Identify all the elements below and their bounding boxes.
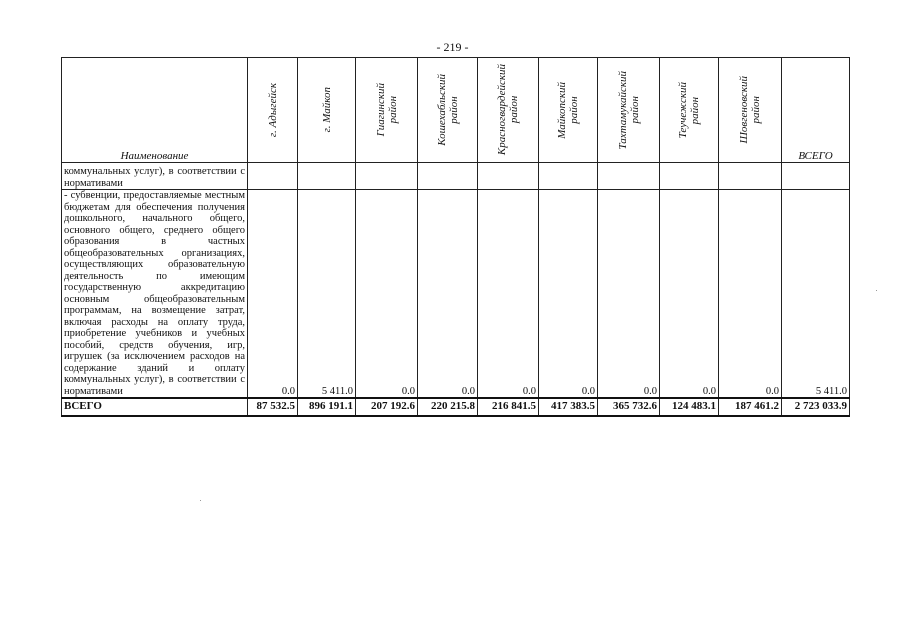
column-header-krasnogvardeysky — [478, 58, 539, 163]
name-column-header: Наименование — [62, 58, 248, 163]
scan-speck — [200, 500, 201, 501]
total-cell: 896 191.1 — [298, 398, 356, 416]
table-cell: 0.0 — [418, 190, 478, 399]
column-header-maykopsky — [539, 58, 598, 163]
table-cell — [598, 163, 660, 190]
grand-total-cell: 2 723 033.9 — [782, 398, 850, 416]
table-cell — [539, 163, 598, 190]
column-header-koshekhablsky — [418, 58, 478, 163]
column-header-label: г. Майкоп — [320, 87, 333, 133]
total-cell: 207 192.6 — [356, 398, 418, 416]
column-header-teuchezhsky — [660, 58, 719, 163]
total-column-header: ВСЕГО — [782, 58, 850, 163]
column-header-label: Красногвардейский район — [496, 64, 520, 156]
column-header-label: Кошехабльский район — [435, 74, 460, 146]
table-cell — [356, 163, 418, 190]
table-cell-total: 5 411.0 — [782, 190, 850, 399]
total-cell: 220 215.8 — [418, 398, 478, 416]
page-number: - 219 - — [436, 40, 469, 54]
column-header-giaginsky — [356, 58, 418, 163]
total-cell: 365 732.6 — [598, 398, 660, 416]
table-cell: 5 411.0 — [298, 190, 356, 399]
column-header-label: Теучежский район — [677, 81, 701, 139]
column-header-label: г. Адыгейск — [266, 82, 279, 138]
table-cell — [660, 163, 719, 190]
table-cell — [248, 163, 298, 190]
table-cell: 0.0 — [539, 190, 598, 399]
table-row — [62, 190, 850, 399]
total-cell: 216 841.5 — [478, 398, 539, 416]
total-cell: 187 461.2 — [719, 398, 782, 416]
row-name: - субвенции, предоставляемые местным бюджетам для обеспечения получения дошкольного, начального общего, основного общего, среднего общего образования в частных общеобразовательных организациях, осуществляющих образовательную деятельность по имеющим государственную аккредитацию основным общеобразовательным программам, на возмещение затрат, включая расходы на оплату труда, приобретение учебников и учебных пособий, средств обучения, игр, игрушек (за исключением расходов на содержание зданий и оплату коммунальных услуг), в соответствии с нормативами — [62, 190, 248, 399]
table-cell — [298, 163, 356, 190]
column-header-label: Шовгеновский район — [738, 76, 762, 144]
column-header-label: Гиагинский район — [374, 83, 399, 137]
column-header-adygeysk — [248, 58, 298, 163]
column-header-label: Тахтамукайский район — [616, 70, 641, 150]
row-name: коммунальных услуг), в соответствии с нормативами — [62, 163, 248, 190]
table-cell: 0.0 — [248, 190, 298, 399]
total-cell: 124 483.1 — [660, 398, 719, 416]
table-cell — [418, 163, 478, 190]
table-cell: 0.0 — [719, 190, 782, 399]
table-cell — [719, 163, 782, 190]
table-cell-total — [782, 163, 850, 190]
column-header-shovgenovsky — [719, 58, 782, 163]
header-row — [62, 58, 850, 163]
table-cell: 0.0 — [356, 190, 418, 399]
table-row — [62, 163, 850, 190]
column-header-maykop-city — [298, 58, 356, 163]
column-header-takhtamukaysky — [598, 58, 660, 163]
table-cell — [478, 163, 539, 190]
table-cell: 0.0 — [598, 190, 660, 399]
scan-speck — [876, 290, 877, 291]
budget-table — [61, 57, 850, 417]
total-cell: 417 383.5 — [539, 398, 598, 416]
table-cell: 0.0 — [660, 190, 719, 399]
total-cell: 87 532.5 — [248, 398, 298, 416]
total-row — [62, 398, 850, 416]
table-cell: 0.0 — [478, 190, 539, 399]
total-row-label: ВСЕГО — [62, 398, 248, 416]
column-header-label: Майкопский район — [556, 81, 580, 139]
